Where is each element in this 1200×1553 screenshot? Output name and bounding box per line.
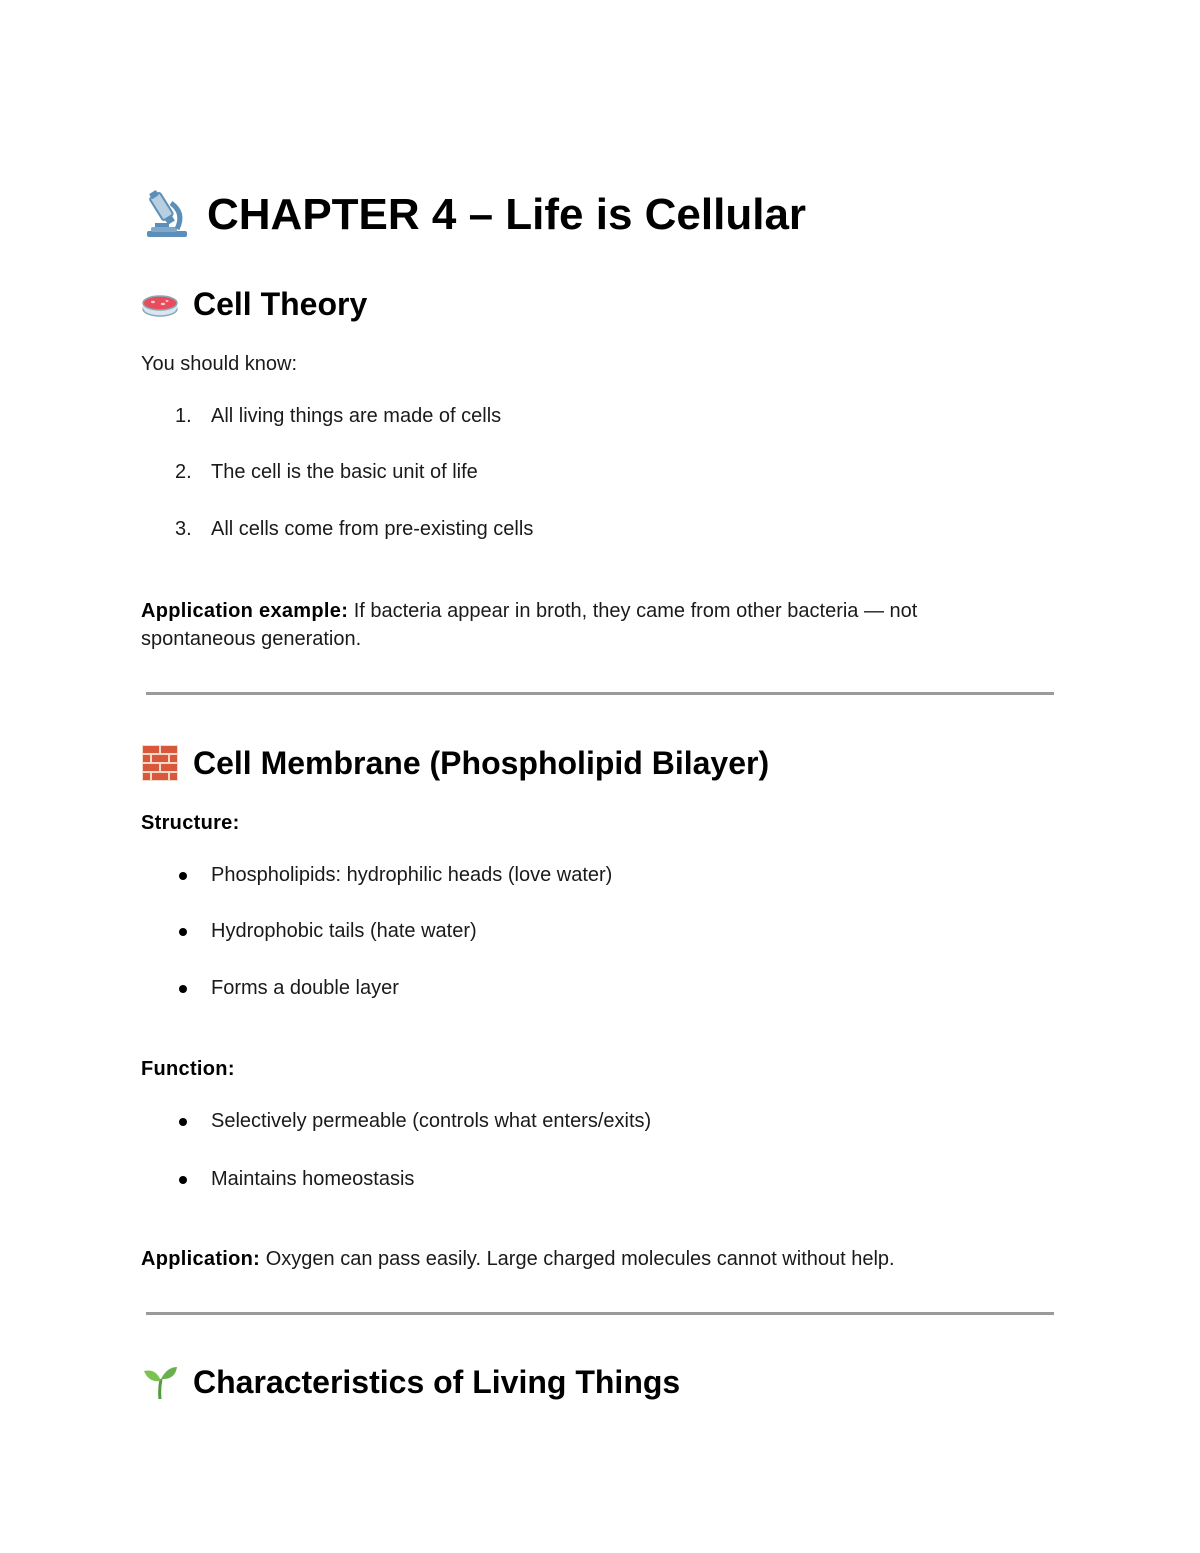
application-text: Oxygen can pass easily. Large charged molecules cannot without help.: [260, 1248, 895, 1270]
list-number: 2.: [175, 461, 192, 483]
list-item: [141, 1107, 651, 1135]
petri-dish-icon: [141, 285, 179, 323]
application-label: Application:: [141, 1248, 261, 1270]
list-item: [141, 515, 533, 543]
cell-theory-application-cont: spontaneous generation.: [141, 628, 362, 650]
list-item: [141, 917, 477, 945]
cell-membrane-heading-text: Cell Membrane (Phospholipid Bilayer): [193, 745, 770, 781]
list-number: 3.: [175, 518, 192, 540]
structure-label-text: Structure:: [141, 812, 240, 834]
brick-icon: [141, 744, 179, 782]
function-label: [141, 1055, 235, 1083]
list-number: 1.: [175, 405, 192, 427]
cell-theory-application: [141, 597, 917, 625]
cell-theory-heading-text: Cell Theory: [193, 286, 368, 322]
cell-theory-intro: You should know:: [141, 353, 298, 375]
cell-membrane-heading: [141, 743, 769, 783]
cell-membrane-application: [141, 1245, 895, 1273]
list-item-text: Selectively permeable (controls what enters/exits): [211, 1110, 652, 1132]
list-item-text: All living things are made of cells: [211, 405, 502, 427]
list-item: [141, 458, 478, 486]
list-item-text: The cell is the basic unit of life: [211, 461, 478, 483]
list-item: [141, 402, 501, 430]
cell-theory-heading: [141, 284, 367, 324]
list-item: [141, 861, 612, 889]
application-label: Application example:: [141, 600, 349, 622]
bullet-icon: [141, 861, 211, 889]
chapter-title-text: CHAPTER 4 – Life is Cellular: [207, 190, 807, 239]
characteristics-heading-text: Characteristics of Living Things: [193, 1364, 681, 1400]
divider: [146, 1312, 1054, 1315]
list-item: [141, 1165, 414, 1193]
list-item-text: Maintains homeostasis: [211, 1168, 415, 1190]
list-item: [141, 974, 399, 1002]
application-text: If bacteria appear in broth, they came from other bacteria — not: [348, 600, 918, 622]
bullet-icon: [141, 974, 211, 1002]
list-item-text: Forms a double layer: [211, 977, 399, 999]
bullet-icon: [141, 917, 211, 945]
list-item-text: Phospholipids: hydrophilic heads (love water): [211, 864, 613, 886]
microscope-icon: [141, 189, 193, 241]
bullet-icon: [141, 1165, 211, 1193]
divider: [146, 692, 1054, 695]
function-label-text: Function:: [141, 1058, 235, 1080]
characteristics-heading: [141, 1362, 680, 1402]
bullet-icon: [141, 1107, 211, 1135]
list-item-text: Hydrophobic tails (hate water): [211, 920, 477, 942]
structure-label: [141, 809, 240, 837]
chapter-title: [141, 188, 806, 242]
list-item-text: All cells come from pre-existing cells: [211, 518, 534, 540]
seedling-icon: [141, 1363, 179, 1401]
